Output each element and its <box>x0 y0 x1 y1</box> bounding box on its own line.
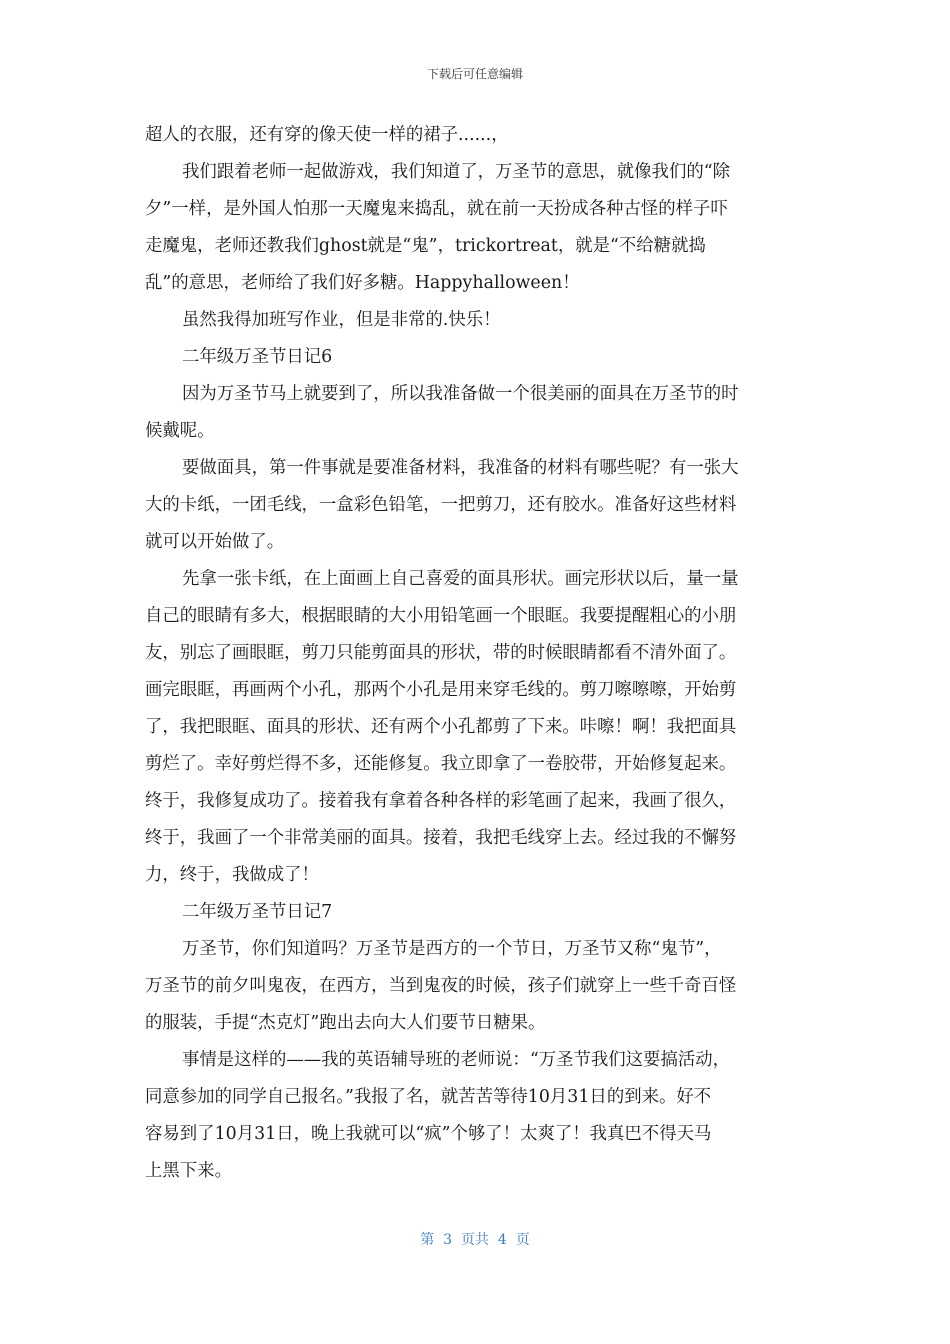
text-line: 上黑下来。 <box>145 1161 232 1181</box>
text-line: 了，我把眼眶、面具的形状、还有两个小孔都剪了下来。咔嚓！啊！我把面具 <box>145 717 737 737</box>
text-line: 大的卡纸，一团毛线，一盒彩色铅笔，一把剪刀，还有胶水。准备好这些材料 <box>145 495 737 515</box>
page-header: 下载后可任意编辑 <box>426 67 523 81</box>
text-line: 就可以开始做了。 <box>145 532 285 552</box>
text-line: 终于，我修复成功了。接着我有拿着各种各样的彩笔画了起来，我画了很久， <box>145 791 737 811</box>
text-line: 候戴呢。 <box>145 421 215 441</box>
text-line: 夕”一样，是外国人怕那一天魔鬼来捣乱，就在前一天扮成各种古怪的样子吓 <box>145 199 728 219</box>
text-line: 因为万圣节马上就要到了，所以我准备做一个很美丽的面具在万圣节的时 <box>182 384 739 404</box>
text-line: 同意参加的同学自己报名。”我报了名，就苦苦等待10月31日的到来。好不 <box>145 1087 712 1107</box>
text-line: 万圣节的前夕叫鬼夜，在西方，当到鬼夜的时候，孩子们就穿上一些千奇百怪 <box>145 976 737 996</box>
text-line: 事情是这样的——我的英语辅导班的老师说：“万圣节我们这要搞活动， <box>182 1050 731 1070</box>
text-line: 剪烂了。幸好剪烂得不多，还能修复。我立即拿了一卷胶带，开始修复起来。 <box>145 754 737 774</box>
text-line: 自己的眼睛有多大，根据眼睛的大小用铅笔画一个眼眶。我要提醒粗心的小朋 <box>145 606 737 626</box>
text-line: 万圣节，你们知道吗？万圣节是西方的一个节日，万圣节又称“鬼节”， <box>182 939 722 959</box>
text-line: 我们跟着老师一起做游戏，我们知道了，万圣节的意思，就像我们的“除 <box>182 162 731 182</box>
page-footer: 第 3 页共 4 页 <box>420 1232 530 1248</box>
text-line: 二年级万圣节日记6 <box>182 347 333 367</box>
text-line: 终于，我画了一个非常美丽的面具。接着，我把毛线穿上去。经过我的不懈努 <box>145 828 737 848</box>
text-line: 超人的衣服，还有穿的像天使一样的裙子......， <box>145 125 509 145</box>
text-line: 二年级万圣节日记7 <box>182 902 333 922</box>
text-line: 友，别忘了画眼眶，剪刀只能剪面具的形状，带的时候眼睛都看不清外面了。 <box>145 643 737 663</box>
text-line: 要做面具，第一件事就是要准备材料，我准备的材料有哪些呢？有一张大 <box>182 458 739 478</box>
text-line: 画完眼眶，再画两个小孔，那两个小孔是用来穿毛线的。剪刀嚓嚓嚓，开始剪 <box>145 680 737 700</box>
text-line: 先拿一张卡纸，在上面画上自己喜爱的面具形状。画完形状以后，量一量 <box>182 569 739 589</box>
text-line: 的服装，手提“杰克灯”跑出去向大人们要节日糖果。 <box>145 1013 546 1033</box>
text-line: 虽然我得加班写作业，但是非常的.快乐！ <box>182 310 501 330</box>
text-line: 力，终于，我做成了！ <box>145 865 319 885</box>
document-body <box>145 117 800 1190</box>
text-line: 乱”的意思，老师给了我们好多糖。Happyhalloween！ <box>145 273 580 293</box>
text-line: 容易到了10月31日，晚上我就可以“疯”个够了！太爽了！我真巴不得天马 <box>145 1124 712 1144</box>
text-line: 走魔鬼，老师还教我们ghost就是“鬼”，trickortreat，就是“不给糖就捣 <box>145 236 706 256</box>
